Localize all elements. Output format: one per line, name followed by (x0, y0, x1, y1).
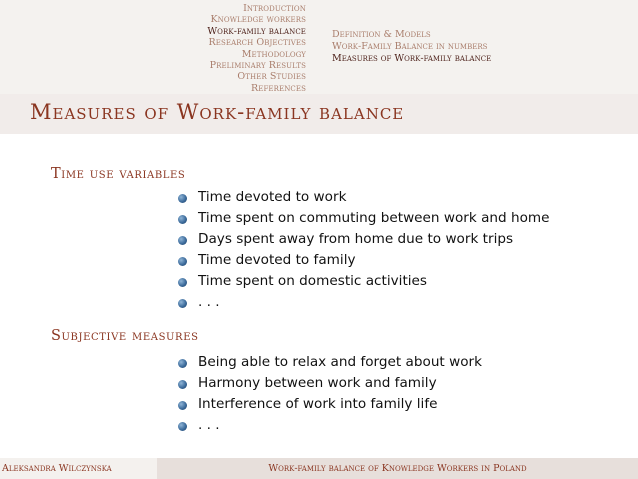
bullet-icon (178, 278, 187, 287)
bullet-icon (178, 299, 187, 308)
nav-section-references[interactable]: References (251, 82, 306, 94)
nav-section-preliminary-results[interactable]: Preliminary Results (209, 60, 306, 72)
block-title-subjective: Subjective measures (51, 328, 199, 344)
list-item (178, 373, 482, 394)
subsection-navigation (332, 29, 491, 65)
list-item-text: Days spent away from home due to work trips (198, 231, 514, 248)
list-item (178, 250, 550, 271)
list-item-text: Time devoted to work (198, 189, 347, 205)
footer-title-box (157, 458, 638, 479)
nav-subsection-definition-models[interactable]: Definition & Models (332, 29, 431, 40)
list-item-text: Being able to relax and forget about work (198, 354, 482, 370)
list-item (178, 271, 550, 292)
block-title-time-use: Time use variables (51, 166, 186, 182)
list-item-text: . . . (198, 417, 220, 434)
time-use-list (178, 187, 550, 314)
nav-section-other-studies[interactable]: Other Studies (237, 71, 306, 83)
nav-subsection-wfb-in-numbers[interactable]: Work-Family Balance in numbers (332, 41, 488, 52)
list-item (178, 229, 550, 250)
list-item (178, 394, 482, 415)
list-item-text: Time spent on commuting between work and home (198, 210, 550, 227)
list-item (178, 187, 550, 208)
bullet-icon (178, 194, 187, 203)
list-item-text: Time spent on domestic activities (198, 273, 428, 290)
bullet-icon (178, 422, 187, 431)
bullet-icon (178, 401, 187, 410)
footer-author: Aleksandra Wilczynska (2, 463, 112, 474)
bullet-icon (178, 380, 187, 389)
nav-section-work-family-balance[interactable]: Work-family balance (207, 25, 306, 37)
navigation-header (0, 0, 638, 94)
list-item-text: Interference of work into family life (198, 396, 438, 413)
footer-talk-title: Work-family balance of Knowledge Workers in Poland (268, 463, 527, 474)
nav-section-knowledge-workers[interactable]: Knowledge workers (210, 14, 306, 26)
list-item (178, 352, 482, 373)
frame-title: Measures of Work-family balance (30, 100, 405, 124)
section-navigation (150, 3, 306, 94)
nav-section-introduction[interactable]: Introduction (243, 3, 306, 14)
nav-section-methodology[interactable]: Methodology (241, 48, 306, 60)
list-item-text: Time devoted to family (198, 252, 356, 269)
bullet-icon (178, 359, 187, 368)
footer (0, 458, 638, 479)
footer-author-box (0, 458, 157, 479)
bullet-icon (178, 236, 187, 245)
list-item (178, 415, 482, 436)
list-item (178, 292, 550, 313)
bullet-icon (178, 257, 187, 266)
list-item (178, 208, 550, 229)
nav-subsection-measures[interactable]: Measures of Work-family balance (332, 53, 492, 64)
nav-section-research-objectives[interactable]: Research Objectives (208, 37, 306, 49)
list-item-text: . . . (198, 294, 220, 311)
subjective-list (178, 352, 482, 436)
bullet-icon (178, 215, 187, 224)
list-item-text: Harmony between work and family (198, 375, 437, 392)
